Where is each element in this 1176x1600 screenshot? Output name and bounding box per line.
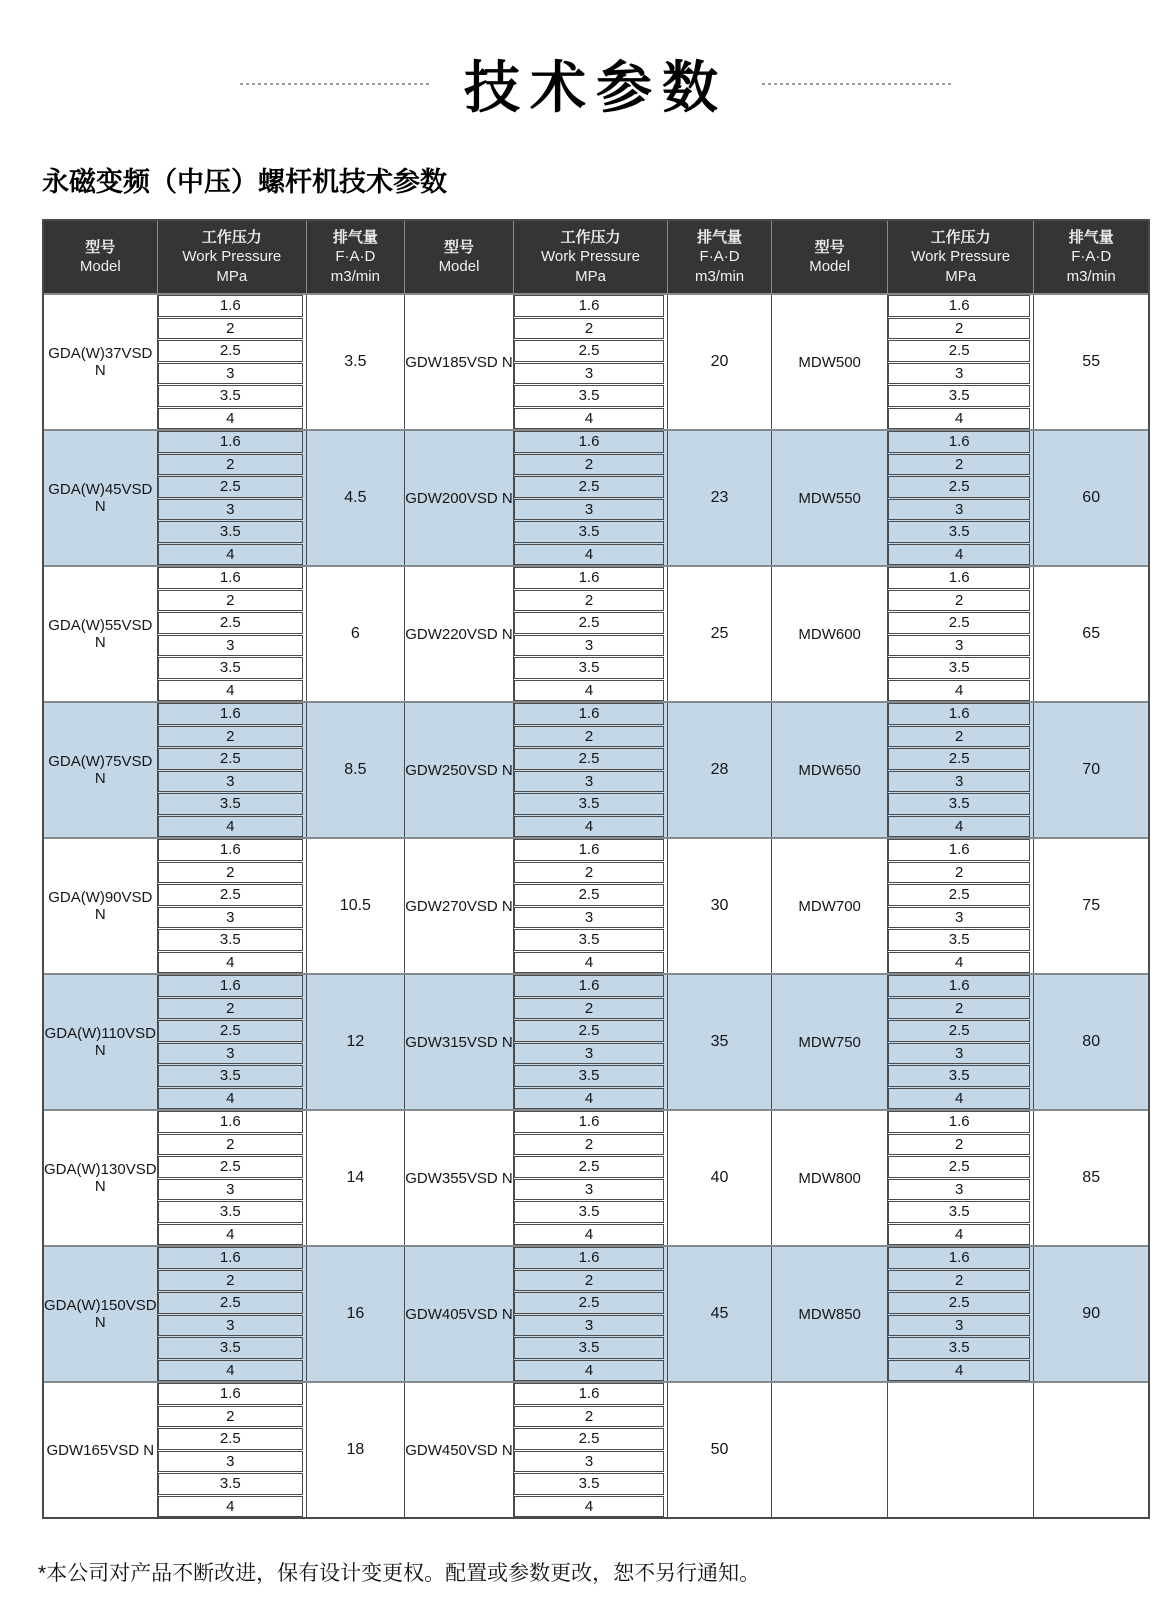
pressure-value: 4 (158, 544, 303, 566)
pressure-value: 1.6 (158, 431, 303, 453)
fad-cell: 28 (667, 703, 772, 837)
pressure-value: 1.6 (888, 1111, 1030, 1133)
fad-cell: 14 (306, 1111, 404, 1245)
pressure-value: 2.5 (514, 476, 663, 498)
pressure-value: 1.6 (514, 1111, 663, 1133)
fad-cell: 60 (1033, 431, 1148, 565)
pressure-value: 1.6 (514, 1247, 663, 1269)
pressure-value: 1.6 (514, 975, 663, 997)
header-fad-en: F·A·D (335, 248, 376, 266)
header-pressure-zh: 工作压力 (201, 228, 262, 246)
pressure-value: 2.5 (888, 884, 1030, 906)
model-cell: MDW700 (771, 839, 887, 973)
pressure-value: 4 (514, 816, 663, 838)
pressure-value: 4 (158, 952, 303, 974)
model-cell: GDW355VSD N (404, 1111, 514, 1245)
pressure-value: 3 (888, 771, 1030, 793)
header-pressure-unit: MPa (575, 267, 606, 285)
pressure-value: 2 (514, 726, 663, 748)
pressure-value: 3 (888, 635, 1030, 657)
pressure-value: 1.6 (888, 431, 1030, 453)
pressure-cell (157, 431, 306, 565)
pressure-cell (513, 703, 666, 837)
model-cell: GDW220VSD N (404, 567, 514, 701)
pressure-value: 3 (514, 363, 663, 385)
pressure-cell (887, 431, 1033, 565)
pressure-value: 1.6 (514, 295, 663, 317)
pressure-value: 2.5 (514, 1428, 663, 1450)
pressure-cell (157, 703, 306, 837)
header-model-en: Model (809, 258, 851, 275)
pressure-value: 1.6 (888, 1247, 1030, 1269)
pressure-value: 3.5 (888, 1337, 1030, 1359)
pressure-value: 1.6 (514, 839, 663, 861)
pressure-value: 3 (888, 907, 1030, 929)
fad-cell: 3.5 (306, 295, 404, 429)
pressure-cell (157, 1111, 306, 1245)
pressure-cell (157, 1383, 306, 1517)
pressure-value: 3.5 (888, 1201, 1030, 1223)
pressure-value: 3.5 (158, 929, 303, 951)
model-cell: GDA(W)130VSD N (44, 1161, 157, 1195)
pressure-value: 1.6 (888, 975, 1030, 997)
pressure-value: 3 (514, 1451, 663, 1473)
model-cell: GDW315VSD N (404, 975, 514, 1109)
pressure-value: 3 (514, 635, 663, 657)
pressure-value: 1.6 (514, 703, 663, 725)
pressure-value: 1.6 (158, 839, 303, 861)
pressure-value: 2 (888, 590, 1030, 612)
fad-cell: 80 (1033, 975, 1148, 1109)
pressure-value: 2.5 (158, 612, 303, 634)
pressure-value: 1.6 (158, 1247, 303, 1269)
pressure-value: 2.5 (888, 1020, 1030, 1042)
header-fad-2 (667, 221, 772, 293)
pressure-value: 3.5 (514, 1337, 663, 1359)
pressure-value: 4 (514, 952, 663, 974)
pressure-cell (513, 1247, 666, 1381)
pressure-value: 3.5 (158, 1337, 303, 1359)
pressure-value: 2.5 (888, 1156, 1030, 1178)
pressure-cell (157, 839, 306, 973)
header-fad-zh: 排气量 (332, 228, 378, 246)
row-group-6 (44, 973, 1148, 1109)
model-cell: GDW270VSD N (404, 839, 514, 973)
fad-cell: 12 (306, 975, 404, 1109)
model-cell: GDA(W)150VSD N (44, 1297, 157, 1331)
pressure-value: 3.5 (158, 521, 303, 543)
model-cell: MDW500 (771, 295, 887, 429)
header-fad-zh: 排气量 (697, 228, 743, 246)
row-group-7 (44, 1109, 1148, 1245)
pressure-value: 3.5 (888, 657, 1030, 679)
header-pressure-unit: MPa (216, 267, 248, 285)
pressure-value: 3.5 (888, 385, 1030, 407)
pressure-value: 3.5 (888, 521, 1030, 543)
row-group-1 (44, 293, 1148, 429)
model-cell: MDW750 (771, 975, 887, 1109)
pressure-value: 2 (888, 1134, 1030, 1156)
pressure-cell (887, 839, 1033, 973)
pressure-value: 4 (514, 408, 663, 430)
model-cell: GDW200VSD N (404, 431, 514, 565)
model-cell: GDA(W)110VSD N (44, 1025, 156, 1059)
pressure-value: 2.5 (888, 612, 1030, 634)
pressure-value: 3 (514, 1315, 663, 1337)
pressure-value: 2.5 (158, 884, 303, 906)
header-model-zh: 型号 (814, 238, 845, 256)
pressure-value: 2.5 (888, 748, 1030, 770)
pressure-cell (513, 839, 666, 973)
pressure-value: 2 (158, 1270, 303, 1292)
pressure-value: 2.5 (158, 748, 303, 770)
pressure-value: 2 (514, 454, 663, 476)
header-fad-unit: m3/min (694, 267, 745, 285)
model-cell: GDA(W)55VSD N (48, 617, 153, 651)
pressure-value: 2.5 (514, 1292, 663, 1314)
pressure-value: 2 (888, 1270, 1030, 1292)
pressure-value: 3.5 (514, 1201, 663, 1223)
pressure-value: 3.5 (888, 1065, 1030, 1087)
pressure-cell (887, 975, 1033, 1109)
pressure-value: 2 (158, 590, 303, 612)
pressure-value: 4 (158, 1224, 303, 1246)
model-cell: GDA(W)37VSD N (48, 345, 153, 379)
pressure-value: 2.5 (514, 1020, 663, 1042)
model-cell: GDW250VSD N (404, 703, 514, 837)
pressure-value: 3 (158, 1315, 303, 1337)
model-cell: MDW650 (771, 703, 887, 837)
fad-cell: 20 (667, 295, 772, 429)
pressure-value: 2.5 (158, 1156, 303, 1178)
header-fad-1 (306, 221, 404, 293)
pressure-value: 2.5 (514, 340, 663, 362)
pressure-cell (513, 1111, 666, 1245)
pressure-value: 1.6 (888, 295, 1030, 317)
pressure-value: 2 (514, 1270, 663, 1292)
model-cell: MDW800 (771, 1111, 887, 1245)
header-pressure-en: Work Pressure (911, 248, 1011, 266)
pressure-value: 2.5 (158, 1428, 303, 1450)
pressure-value: 2 (514, 590, 663, 612)
pressure-value: 1.6 (158, 295, 303, 317)
pressure-cell (513, 975, 666, 1109)
pressure-value: 4 (888, 544, 1030, 566)
pressure-value: 4 (514, 1360, 663, 1382)
model-cell: GDW165VSD N (46, 1441, 155, 1459)
fad-cell: 85 (1033, 1111, 1148, 1245)
fad-cell: 75 (1033, 839, 1148, 973)
pressure-value: 3 (158, 1179, 303, 1201)
pressure-cell (887, 295, 1033, 429)
pressure-cell (887, 1111, 1033, 1245)
row-group-4 (44, 701, 1148, 837)
fad-cell: 8.5 (306, 703, 404, 837)
fad-cell: 65 (1033, 567, 1148, 701)
header-model-zh: 型号 (443, 238, 474, 256)
pressure-value: 3 (158, 1451, 303, 1473)
row-group-5 (44, 837, 1148, 973)
pressure-cell (887, 1247, 1033, 1381)
pressure-value: 2.5 (888, 340, 1030, 362)
title-dash-right (762, 83, 952, 85)
header-fad-unit: m3/min (1066, 267, 1116, 285)
pressure-value: 3 (158, 1043, 303, 1065)
header-fad-3 (1033, 221, 1148, 293)
pressure-value: 2 (514, 1134, 663, 1156)
pressure-value: 2.5 (158, 1020, 303, 1042)
pressure-cell (157, 1247, 306, 1381)
pressure-value: 4 (158, 680, 303, 702)
pressure-value: 4 (514, 1496, 663, 1518)
fad-cell: 10.5 (306, 839, 404, 973)
pressure-value: 3 (514, 1043, 663, 1065)
pressure-value: 3 (158, 635, 303, 657)
header-pressure-unit: MPa (945, 267, 977, 285)
fad-cell: 90 (1033, 1247, 1148, 1381)
pressure-value: 2 (514, 862, 663, 884)
fad-cell: 70 (1033, 703, 1148, 837)
pressure-value: 2 (158, 454, 303, 476)
model-cell: GDA(W)90VSD N (48, 889, 153, 923)
pressure-value: 3 (888, 1043, 1030, 1065)
pressure-value: 2 (158, 862, 303, 884)
header-pressure-zh: 工作压力 (560, 228, 621, 246)
pressure-value: 3 (514, 1179, 663, 1201)
pressure-value: 2 (158, 998, 303, 1020)
pressure-value: 3.5 (514, 929, 663, 951)
pressure-value: 3 (158, 771, 303, 793)
header-fad-en: F·A·D (1071, 248, 1112, 266)
pressure-value: 3 (888, 1315, 1030, 1337)
pressure-cell (513, 295, 666, 429)
header-model-3 (771, 221, 887, 293)
pressure-value: 3 (158, 363, 303, 385)
pressure-cell (887, 567, 1033, 701)
header-pressure-1 (157, 221, 306, 293)
pressure-value: 4 (888, 680, 1030, 702)
pressure-value: 2.5 (514, 884, 663, 906)
header-model-en: Model (79, 258, 121, 275)
pressure-value: 4 (888, 408, 1030, 430)
title-dash-left (240, 83, 430, 85)
pressure-cell (157, 975, 306, 1109)
pressure-value: 2.5 (514, 612, 663, 634)
pressure-value: 1.6 (158, 975, 303, 997)
header-pressure-3 (887, 221, 1033, 293)
fad-cell: 6 (306, 567, 404, 701)
pressure-value: 2 (514, 318, 663, 340)
pressure-value: 1.6 (514, 431, 663, 453)
pressure-value: 4 (158, 408, 303, 430)
pressure-value: 3 (158, 907, 303, 929)
pressure-value: 3 (514, 907, 663, 929)
pressure-value: 4 (158, 816, 303, 838)
fad-cell: 4.5 (306, 431, 404, 565)
pressure-value: 4 (888, 1360, 1030, 1382)
fad-cell: 55 (1033, 295, 1148, 429)
pressure-value: 3.5 (514, 1065, 663, 1087)
pressure-value: 2.5 (888, 476, 1030, 498)
pressure-value: 3 (514, 499, 663, 521)
page-title: 技术参数 (464, 56, 728, 119)
pressure-value: 2 (158, 318, 303, 340)
pressure-value: 3.5 (514, 657, 663, 679)
section-subtitle: 永磁变频（中压）螺杆机技术参数 (42, 167, 447, 197)
pressure-value: 4 (514, 1224, 663, 1246)
row-group-3 (44, 565, 1148, 701)
pressure-value: 4 (888, 816, 1030, 838)
spec-table (42, 219, 1150, 1519)
pressure-value: 3.5 (158, 793, 303, 815)
pressure-value: 2.5 (514, 1156, 663, 1178)
pressure-value: 1.6 (888, 839, 1030, 861)
pressure-cell (887, 703, 1033, 837)
pressure-value: 3 (514, 771, 663, 793)
pressure-value: 4 (888, 952, 1030, 974)
pressure-value: 2 (888, 726, 1030, 748)
table-header (44, 221, 1148, 293)
model-cell: GDA(W)45VSD N (48, 481, 153, 515)
pressure-value: 1.6 (514, 1383, 663, 1405)
pressure-value: 2.5 (158, 340, 303, 362)
pressure-cell (157, 567, 306, 701)
pressure-value: 1.6 (514, 567, 663, 589)
fad-cell: 50 (667, 1383, 772, 1517)
pressure-value: 2 (888, 998, 1030, 1020)
pressure-value: 2.5 (514, 748, 663, 770)
pressure-value: 3.5 (514, 1473, 663, 1495)
pressure-value: 1.6 (158, 703, 303, 725)
model-cell: GDW185VSD N (404, 295, 514, 429)
header-model-2 (404, 221, 514, 293)
pressure-value: 2 (888, 862, 1030, 884)
pressure-value: 1.6 (158, 1383, 303, 1405)
pressure-cell (513, 431, 666, 565)
header-model-zh: 型号 (85, 238, 116, 256)
pressure-value: 1.6 (158, 567, 303, 589)
footnote: *本公司对产品不断改进，保有设计变更权。配置或参数更改，恕不另行通知。 (38, 1562, 761, 1585)
pressure-value: 3 (888, 1179, 1030, 1201)
pressure-value: 1.6 (158, 1111, 303, 1133)
pressure-value: 1.6 (888, 567, 1030, 589)
fad-cell: 25 (667, 567, 772, 701)
model-cell: GDW450VSD N (404, 1383, 514, 1517)
pressure-value: 4 (514, 1088, 663, 1110)
pressure-value: 2 (158, 726, 303, 748)
fad-cell: 30 (667, 839, 772, 973)
pressure-value: 4 (514, 544, 663, 566)
fad-cell: 40 (667, 1111, 772, 1245)
row-group-8 (44, 1245, 1148, 1381)
header-pressure-zh: 工作压力 (930, 228, 991, 246)
pressure-value: 3.5 (158, 657, 303, 679)
fad-cell: 23 (667, 431, 772, 565)
pressure-value: 4 (158, 1496, 303, 1518)
pressure-value: 3 (888, 499, 1030, 521)
header-fad-unit: m3/min (330, 267, 380, 285)
pressure-value: 3.5 (158, 1201, 303, 1223)
model-cell: GDW405VSD N (404, 1247, 514, 1381)
pressure-value: 4 (888, 1088, 1030, 1110)
header-fad-en: F·A·D (699, 248, 740, 266)
pressure-value: 3.5 (514, 793, 663, 815)
model-cell: MDW550 (771, 431, 887, 565)
pressure-value: 2 (514, 998, 663, 1020)
pressure-value: 2.5 (158, 1292, 303, 1314)
pressure-value: 2 (158, 1134, 303, 1156)
pressure-value: 4 (888, 1224, 1030, 1246)
page-title-row (42, 44, 1150, 124)
header-model-1 (44, 221, 157, 293)
fad-cell: 18 (306, 1383, 404, 1517)
header-model-en: Model (438, 258, 480, 275)
header-pressure-2 (513, 221, 666, 293)
pressure-value: 3 (888, 363, 1030, 385)
row-group-2 (44, 429, 1148, 565)
pressure-value: 4 (158, 1088, 303, 1110)
pressure-value: 3.5 (514, 385, 663, 407)
pressure-value: 3.5 (888, 793, 1030, 815)
model-cell: GDA(W)75VSD N (48, 753, 153, 787)
pressure-cell (513, 567, 666, 701)
model-cell: MDW850 (771, 1247, 887, 1381)
fad-cell: 45 (667, 1247, 772, 1381)
header-pressure-en: Work Pressure (182, 248, 282, 266)
pressure-value: 3.5 (158, 1473, 303, 1495)
pressure-value: 2 (158, 1406, 303, 1428)
table-body (44, 293, 1148, 1517)
header-pressure-en: Work Pressure (541, 248, 640, 266)
pressure-value: 2 (888, 318, 1030, 340)
pressure-value: 2 (888, 454, 1030, 476)
pressure-value: 2.5 (158, 476, 303, 498)
pressure-value: 3.5 (514, 521, 663, 543)
model-cell: MDW600 (771, 567, 887, 701)
pressure-value: 3.5 (158, 385, 303, 407)
pressure-cell (157, 295, 306, 429)
pressure-value: 2 (514, 1406, 663, 1428)
header-fad-zh: 排气量 (1068, 228, 1114, 246)
pressure-value: 3 (158, 499, 303, 521)
pressure-cell (887, 1383, 1033, 1517)
pressure-value: 2.5 (888, 1292, 1030, 1314)
pressure-value: 1.6 (888, 703, 1030, 725)
row-group-9 (44, 1381, 1148, 1517)
model-cell (771, 1383, 887, 1517)
fad-cell: 16 (306, 1247, 404, 1381)
pressure-cell (513, 1383, 666, 1517)
pressure-value: 3.5 (888, 929, 1030, 951)
fad-cell (1033, 1383, 1148, 1517)
pressure-value: 3.5 (158, 1065, 303, 1087)
fad-cell: 35 (667, 975, 772, 1109)
pressure-value: 4 (514, 680, 663, 702)
pressure-value: 4 (158, 1360, 303, 1382)
